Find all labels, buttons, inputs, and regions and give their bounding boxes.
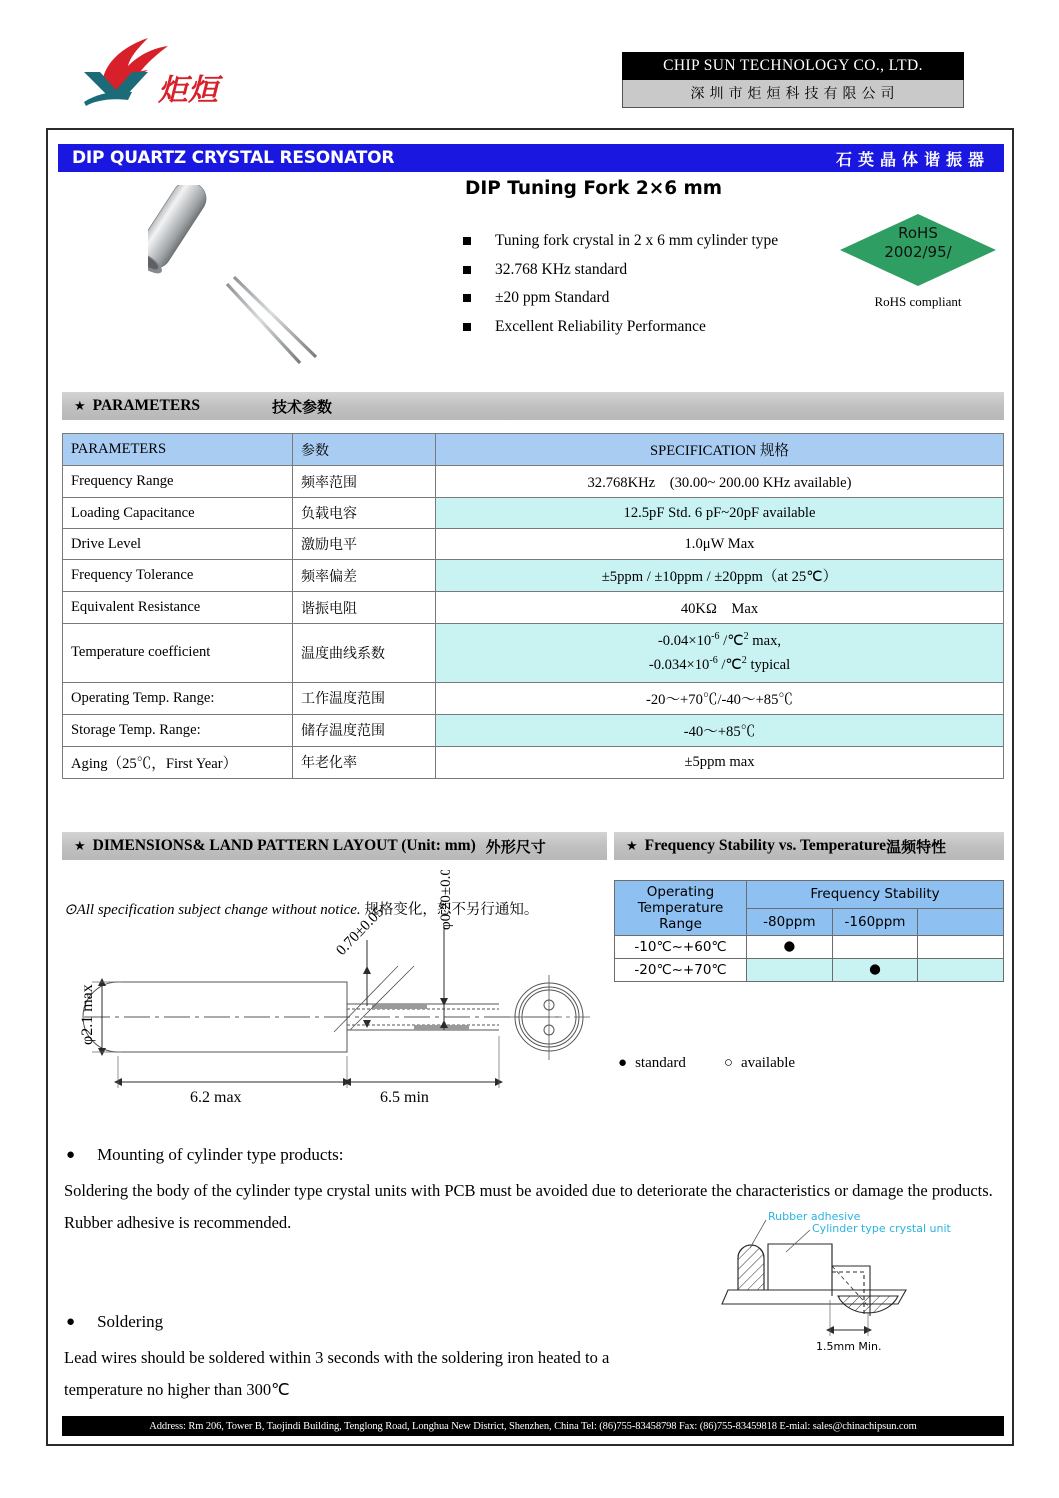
star-icon: ★	[74, 838, 86, 853]
list-item	[463, 261, 863, 279]
table-row	[63, 592, 1004, 624]
header-specification: SPECIFICATION 规格	[436, 434, 1004, 466]
mark-cell	[747, 959, 833, 982]
table-header-row	[615, 881, 1004, 909]
list-item	[463, 232, 863, 250]
table-row	[63, 498, 1004, 529]
feature-label: Excellent Reliability Performance	[495, 317, 706, 335]
param-name-cn: 储存温度范围	[293, 714, 436, 746]
param-spec: ±5ppm / ±10ppm / ±20ppm（at 25℃）	[436, 560, 1004, 592]
param-name-cn: 负载电容	[293, 498, 436, 529]
param-name: Loading Capacitance	[63, 498, 293, 529]
mounting-heading-text: Mounting of cylinder type products:	[97, 1145, 344, 1164]
header-parameters-cn: 参数	[293, 434, 436, 466]
param-name: Operating Temp. Range:	[63, 682, 293, 714]
company-name-en: CHIP SUN TECHNOLOGY CO., LTD.	[622, 52, 964, 80]
param-name: Frequency Tolerance	[63, 560, 293, 592]
feature-list	[463, 232, 863, 346]
param-name-cn: 年老化率	[293, 746, 436, 778]
param-name: Frequency Range	[63, 466, 293, 498]
dimension-drawing	[62, 870, 607, 1110]
square-bullet-icon	[463, 294, 471, 302]
header-parameters: PARAMETERS	[63, 434, 293, 466]
mark-cell	[832, 936, 918, 959]
table-row	[63, 682, 1004, 714]
legend-label-standard: standard	[635, 1055, 686, 1071]
subheader-160ppm: -160ppm	[832, 908, 918, 936]
dimension-label-diameter: φ2.1 max	[79, 984, 96, 1045]
stability-table	[614, 880, 1004, 982]
mark-cell	[918, 959, 1004, 982]
param-spec	[436, 624, 1004, 683]
range-label: -20℃~+70℃	[615, 959, 747, 982]
feature-label: ±20 ppm Standard	[495, 289, 610, 306]
document-frame	[46, 128, 1014, 1446]
soldering-heading	[66, 1312, 163, 1332]
filled-dot-icon: ●	[618, 1055, 628, 1071]
param-spec: 40KΩ Max	[436, 592, 1004, 624]
list-item	[463, 318, 863, 336]
page-header	[0, 0, 1059, 128]
rohs-text	[838, 224, 998, 262]
logo-text: 炬烜	[158, 73, 218, 108]
company-logo	[70, 28, 260, 114]
section-title-en: PARAMETERS	[92, 397, 201, 414]
header-frequency-stability: Frequency Stability	[747, 881, 1004, 909]
range-label: -10℃~+60℃	[615, 936, 747, 959]
document-title-bar	[58, 144, 1004, 172]
param-spec: -40～+85℃	[436, 714, 1004, 746]
square-bullet-icon	[463, 237, 471, 245]
note-text-cn: 规格变化，恕不另行通知。	[364, 902, 539, 918]
subheader-blank	[918, 908, 1004, 936]
rohs-line2: 2002/95/	[884, 242, 952, 261]
table-row	[63, 714, 1004, 746]
legend-label-available: available	[740, 1055, 796, 1071]
mark-cell: ●	[747, 936, 833, 959]
param-spec: ±5ppm max	[436, 746, 1004, 778]
rohs-diamond-shape	[838, 212, 998, 288]
company-name-block	[622, 52, 964, 108]
note-text-en: All specification subject change without notice.	[76, 902, 361, 918]
list-item	[463, 289, 863, 307]
rohs-line1: RoHS	[898, 224, 938, 242]
company-name-cn: 深圳市炬烜科技有限公司	[622, 80, 964, 108]
document-title-en: DIP QUARTZ CRYSTAL RESONATOR	[72, 148, 395, 168]
param-name: Aging（25℃，First Year）	[63, 746, 293, 778]
section-title-cn: 温频特性	[886, 837, 947, 856]
product-photo	[148, 185, 378, 370]
param-spec-line1: $-0.04\times 10^{-6}$ /℃$^2$ max,	[657, 631, 782, 649]
param-name: Storage Temp. Range:	[63, 714, 293, 746]
page-footer: Address: Rm 206, Tower B, Taojindi Building, Tenglong Road, Longhua New District, Shenzhen, China Tel: (86)755-83458798 Fax: (86)755-83459818 E-mial: sales@chinachipsun.com	[62, 1416, 1004, 1436]
dimension-label-lead-length: 6.5 min	[380, 1089, 429, 1106]
table-row	[63, 560, 1004, 592]
feature-label: Tuning fork crystal in 2 x 6 mm cylinder type	[495, 232, 779, 249]
star-icon: ★	[626, 838, 638, 853]
square-bullet-icon	[463, 266, 471, 274]
stability-legend	[618, 1055, 795, 1072]
header-operating-temp-range: Operating Temperature Range	[615, 881, 747, 936]
param-name-cn: 激励电平	[293, 529, 436, 560]
dimension-label-lead-diameter: φ0.20±0.05	[438, 870, 454, 930]
rohs-caption: RoHS compliant	[874, 294, 962, 309]
rohs-badge	[838, 212, 998, 310]
table-header-row	[63, 434, 1004, 466]
param-name: Temperature coefficient	[63, 624, 293, 683]
param-spec: 32.768KHz (30.00~ 200.00 KHz available)	[436, 466, 1004, 498]
table-row	[63, 624, 1004, 683]
table-row	[63, 529, 1004, 560]
param-name: Drive Level	[63, 529, 293, 560]
product-title: DIP Tuning Fork 2×6 mm	[465, 178, 723, 199]
table-row	[615, 959, 1004, 982]
document-title-cn: 石英晶体谐振器	[835, 149, 990, 169]
subheader-80ppm: -80ppm	[747, 908, 833, 936]
parameters-table	[62, 433, 1004, 779]
section-title-cn: 技术参数	[272, 397, 333, 416]
param-name-cn: 谐振电阻	[293, 592, 436, 624]
dimension-label-body-length: 6.2 max	[190, 1089, 242, 1106]
section-title-en: DIMENSIONS& LAND PATTERN LAYOUT (Unit: mm)	[92, 837, 476, 854]
round-bullet-icon: ●	[66, 1146, 76, 1163]
section-header-parameters	[62, 392, 1004, 420]
mounting-paragraph: Soldering the body of the cylinder type crystal units with PCB must be avoided due to deteriorate the characteristics or damage the products. Rubber adhesive is recommended.	[64, 1181, 993, 1233]
param-name-cn: 频率范围	[293, 466, 436, 498]
soldering-paragraph: Lead wires should be soldered within 3 seconds with the soldering iron heated to a temperature no higher than 300℃	[64, 1348, 610, 1400]
mark-cell: ●	[832, 959, 918, 982]
param-spec: 12.5pF Std. 6 pF~20pF available	[436, 498, 1004, 529]
feature-label: 32.768 KHz standard	[495, 260, 628, 278]
mounting-heading	[66, 1145, 344, 1165]
table-row	[615, 936, 1004, 959]
table-row	[63, 466, 1004, 498]
param-spec-line2: $-0.034\times 10^{-6}$ /℃$^2$ typical	[648, 654, 791, 673]
star-icon: ★	[74, 398, 86, 413]
note-symbol-icon: ⊙	[64, 902, 77, 918]
param-name: Equivalent Resistance	[63, 592, 293, 624]
param-name-cn: 频率偏差	[293, 560, 436, 592]
param-spec: 1.0μW Max	[436, 529, 1004, 560]
diagram-label-unit: Cylinder type crystal unit	[812, 1222, 951, 1235]
round-bullet-icon: ●	[66, 1313, 76, 1330]
soldering-heading-text: Soldering	[97, 1312, 164, 1331]
section-header-dimensions	[62, 832, 607, 860]
section-title-en: Frequency Stability vs. Temperature	[644, 837, 887, 854]
hollow-dot-icon: ○	[723, 1055, 733, 1071]
mounting-diagram	[720, 1208, 1010, 1358]
section-title-cn: 外形尺寸	[485, 837, 546, 856]
mark-cell	[918, 936, 1004, 959]
dimension-label-lead-spacing: 0.70±0.05	[333, 903, 388, 959]
param-spec: -20～+70℃/-40～+85℃	[436, 682, 1004, 714]
param-name-cn: 温度曲线系数	[293, 624, 436, 683]
section-header-stability	[614, 832, 1004, 860]
diagram-label-adhesive: Rubber adhesive	[768, 1210, 861, 1223]
param-name-cn: 工作温度范围	[293, 682, 436, 714]
diagram-label-dimension: 1.5mm Min.	[816, 1340, 882, 1353]
square-bullet-icon	[463, 323, 471, 331]
table-row	[63, 746, 1004, 778]
